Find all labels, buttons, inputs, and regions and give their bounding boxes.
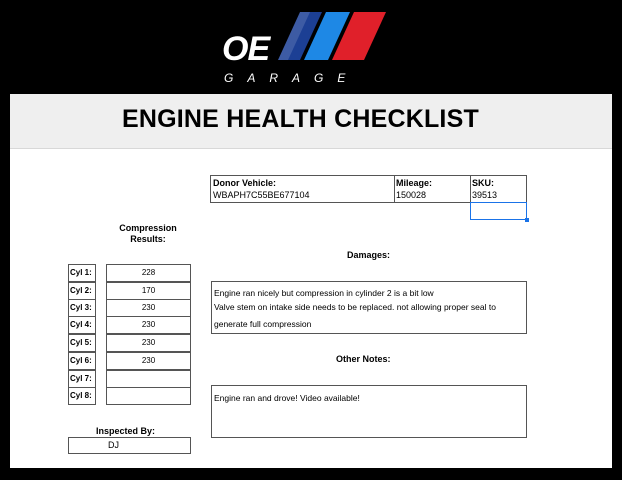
cyl-value: 230 [141,303,156,312]
mileage-value: 150028 [396,190,427,200]
cyl-label: Cyl 3: [70,303,92,312]
damages-line-1: Engine ran nicely but compression in cylinder 2 is a bit low [214,288,434,298]
compression-heading-line1: Compression [119,223,177,233]
other-notes-text: Engine ran and drove! Video available! [214,393,360,403]
damages-label: Damages: [347,250,391,260]
other-notes-label: Other Notes: [336,354,391,364]
compression-heading-line2: Results: [130,234,166,244]
cyl-label: Cyl 1: [70,268,92,277]
selection-fill-handle[interactable] [525,218,529,222]
inspected-by-value: DJ [108,440,119,450]
cyl-value: 228 [141,268,156,277]
brand-logo [0,0,622,94]
cyl-value: 230 [141,338,156,347]
cyl-value: 230 [141,320,156,329]
damages-line-2: Valve stem on intake side needs to be replaced. not allowing proper seal to [214,302,496,312]
logo-garage-text: GARAGE [224,71,360,85]
page-title: ENGINE HEALTH CHECKLIST [122,105,479,133]
damages-line-3: generate full compression [214,319,312,329]
cyl-label: Cyl 2: [70,286,92,295]
cyl-label: Cyl 6: [70,356,92,365]
compression-heading [108,223,188,245]
donor-vehicle-label: Donor Vehicle: [213,178,277,188]
cyl-label: Cyl 5: [70,338,92,347]
cyl-value-cell[interactable] [106,370,191,388]
sku-value: 39513 [472,190,498,200]
cyl-label: Cyl 7: [70,374,92,383]
logo-oe-text: OE [222,30,270,68]
cyl-value: 170 [141,286,156,295]
mileage-label: Mileage: [396,178,433,188]
inspected-by-cell[interactable] [68,437,191,454]
inspected-by-label: Inspected By: [96,426,156,436]
title-band [10,94,612,149]
cyl-value-cell[interactable] [106,387,191,405]
cyl-label: Cyl 8: [70,391,92,400]
selected-cell[interactable] [470,202,527,220]
checklist-sheet [10,94,612,468]
cyl-label: Cyl 4: [70,320,92,329]
cyl-value: 230 [141,356,156,365]
sku-label: SKU: [472,178,494,188]
donor-vehicle-value: WBAPH7C55BE677104 [213,190,310,200]
